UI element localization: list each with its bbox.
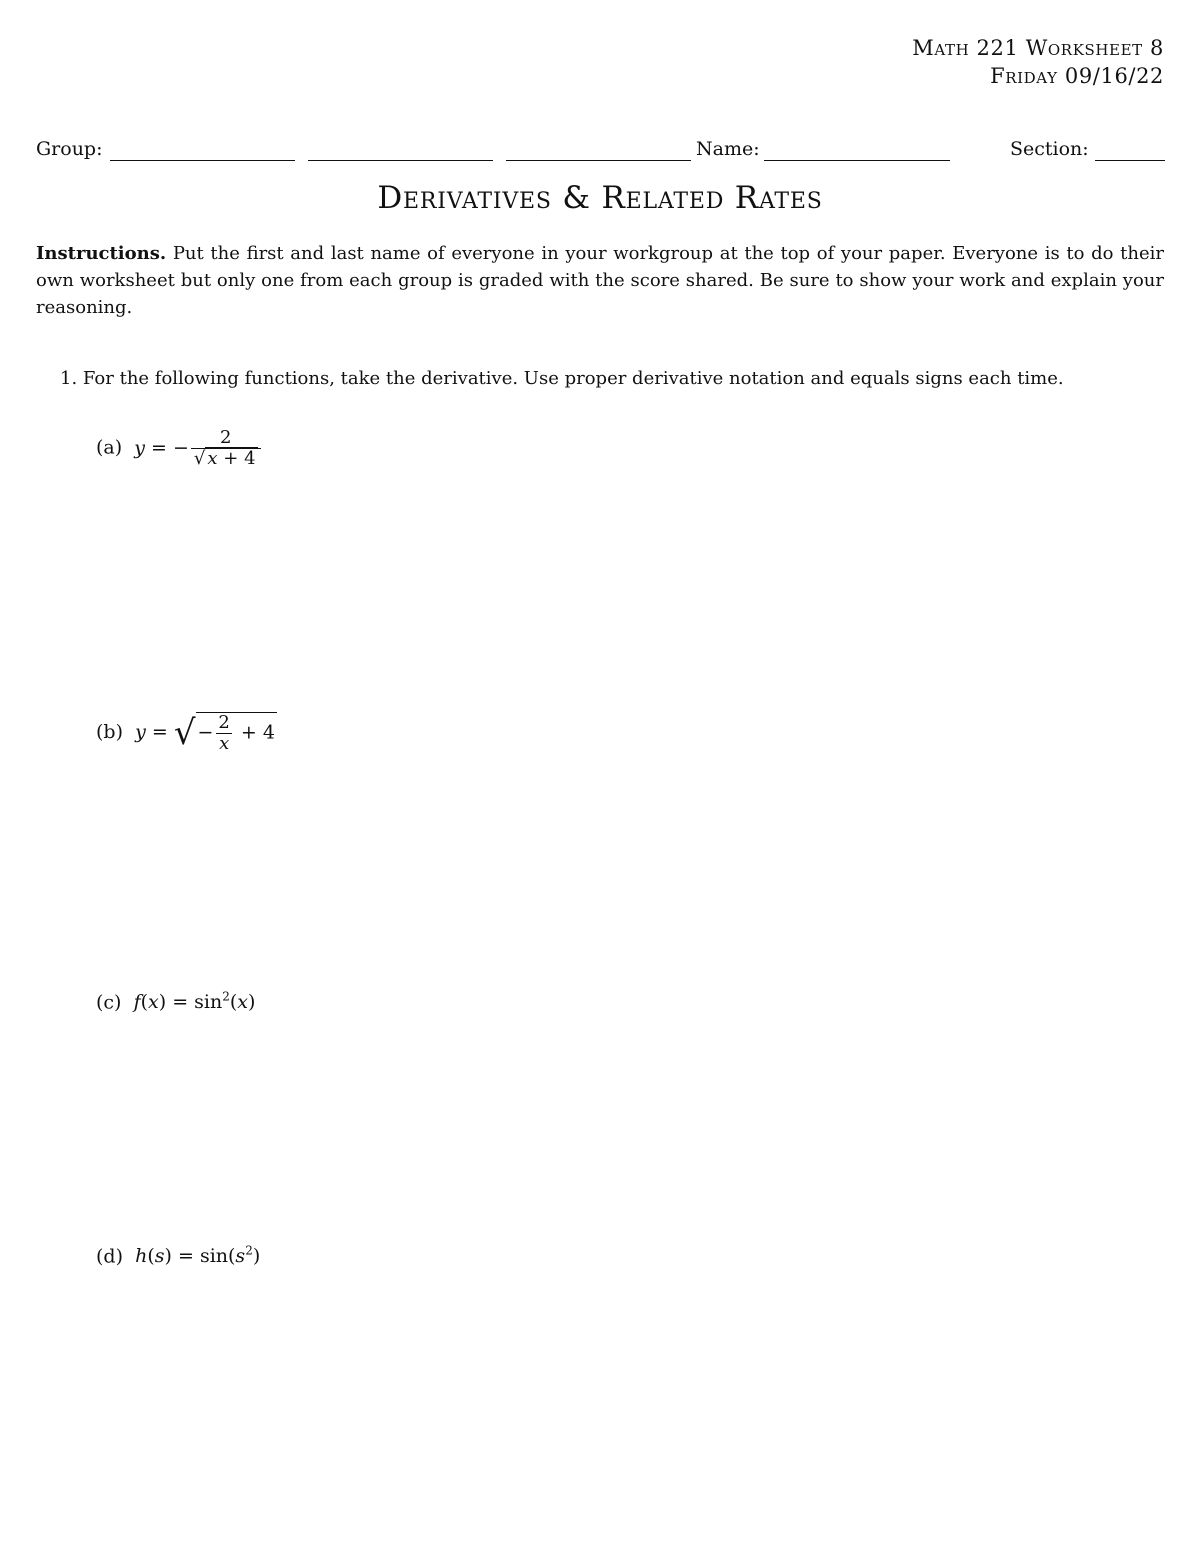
section-field[interactable] (1095, 140, 1165, 161)
part-d (96, 1244, 260, 1267)
worksheet-title: Derivatives & Related Rates (377, 180, 823, 216)
section-label: Section: (1010, 138, 1089, 160)
group-member-1-field[interactable] (110, 140, 295, 161)
part-a (96, 428, 263, 469)
date-header: Friday 09/16/22 (990, 64, 1164, 88)
name-label: Name: (696, 138, 760, 160)
part-a-formula: y = − $\frac{2}{√ x + 4}$ (134, 437, 262, 459)
question-1 (60, 368, 1064, 389)
name-field[interactable] (764, 140, 950, 161)
question-1-text: For the following functions, take the derivative. Use proper derivative notation and equals signs each time. (82, 368, 1064, 389)
part-a-label: (a) (96, 436, 123, 459)
part-b-formula: y = √ − $\frac{2}{x}$ + 4 (135, 712, 275, 754)
part-b-label: (b) (96, 721, 123, 743)
instructions-body: Put the first and last name of everyone in your workgroup at the top of your paper. Everyone is to do their own worksheet but only one from each group is graded with the score shared. Be sure to show your work and explain your reasoning. (36, 243, 1164, 318)
group-member-2-field[interactable] (308, 140, 493, 161)
instructions (36, 240, 1164, 321)
group-label: Group: (36, 138, 103, 160)
course-header: Math 221 Worksheet 8 (912, 36, 1164, 60)
part-b (96, 712, 277, 754)
part-d-formula: $h(s) = \sin(s^2)$ (135, 1244, 261, 1268)
instructions-lead: Instructions. (36, 243, 167, 264)
part-c-formula: $f(x) = \sin^2(x)$ (133, 990, 256, 1014)
question-1-number: 1. (60, 368, 78, 389)
part-c-label: (c) (96, 991, 122, 1014)
group-member-3-field[interactable] (506, 140, 691, 161)
part-c (96, 990, 255, 1013)
part-d-label: (d) (96, 1245, 123, 1268)
